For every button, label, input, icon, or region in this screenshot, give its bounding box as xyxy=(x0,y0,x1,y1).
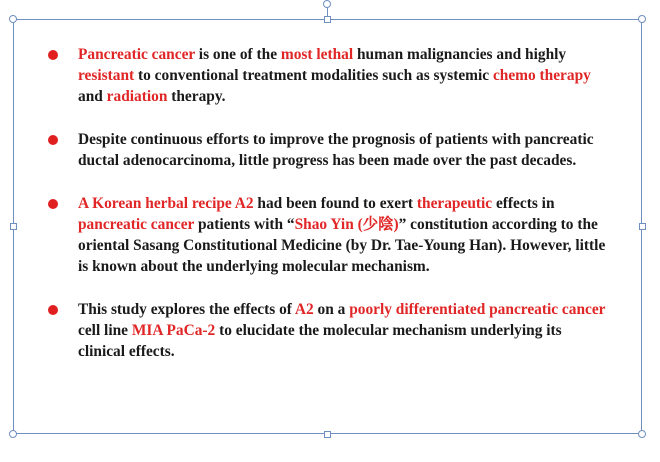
highlighted-text: most lethal xyxy=(280,46,354,63)
bullet-dot-icon xyxy=(48,199,58,209)
resize-handle-bottom-right[interactable] xyxy=(638,430,646,438)
highlighted-text: resistant xyxy=(78,67,135,84)
bullet-item-1 xyxy=(40,44,610,107)
text-run: patients with “ xyxy=(194,216,295,233)
text-run: is one of the xyxy=(194,46,281,63)
resize-handle-top-right[interactable] xyxy=(638,15,646,23)
bullet-item-4 xyxy=(40,299,610,362)
bullet-item-2 xyxy=(40,129,610,171)
text-run: human malignancies and highly xyxy=(353,46,567,63)
bullet-item-3 xyxy=(40,193,610,277)
text-run: ” constitution according to the oriental Sasang Constitutional Medicine (by Dr. Tae-Young Han). However, little is known about the underlying molecular mechanism. xyxy=(78,216,606,275)
bullet-dot-icon xyxy=(48,135,58,145)
resize-handle-bottom[interactable] xyxy=(324,431,331,438)
text-run: to elucidate the molecular mechanism underlying its clinical effects. xyxy=(78,322,562,360)
highlighted-text: radiation xyxy=(106,88,168,105)
text-run: to conventional treatment modalities such as systemic xyxy=(134,67,493,84)
text-run: cell line xyxy=(78,322,132,339)
text-run: had been found to exert xyxy=(253,195,417,212)
bullet-text xyxy=(78,301,605,360)
rotation-handle[interactable] xyxy=(323,0,331,8)
highlighted-text: pancreatic cancer xyxy=(78,216,195,233)
text-run: effects in xyxy=(492,195,555,212)
text-run: and xyxy=(78,88,107,105)
resize-handle-top[interactable] xyxy=(324,16,331,23)
highlighted-text: MIA PaCa-2 xyxy=(131,322,216,339)
highlighted-text: A Korean herbal recipe A2 xyxy=(78,195,254,212)
text-run: therapy. xyxy=(167,88,226,105)
resize-handle-top-left[interactable] xyxy=(9,15,17,23)
highlighted-text: A2 xyxy=(294,301,314,318)
highlighted-text: chemo therapy xyxy=(492,67,591,84)
bullet-text xyxy=(78,195,605,275)
highlighted-text: therapeutic xyxy=(416,195,493,212)
text-run: on a xyxy=(313,301,350,318)
text-run: Despite continuous efforts to improve the prognosis of patients with pancreatic ductal adenocarcinoma, little progress has been made over the past decades. xyxy=(78,131,594,169)
highlighted-text: poorly differentiated pancreatic cancer xyxy=(349,301,606,318)
text-run: This study explores the effects of xyxy=(78,301,295,318)
bullet-list[interactable] xyxy=(40,44,610,384)
bullet-text xyxy=(78,46,591,105)
highlighted-text: Pancreatic cancer xyxy=(78,46,195,63)
bullet-dot-icon xyxy=(48,50,58,60)
bullet-text xyxy=(78,131,594,169)
bullet-dot-icon xyxy=(48,305,58,315)
resize-handle-right[interactable] xyxy=(639,223,646,230)
resize-handle-left[interactable] xyxy=(10,223,17,230)
highlighted-text: Shao Yin (少陰) xyxy=(294,216,399,233)
resize-handle-bottom-left[interactable] xyxy=(9,430,17,438)
